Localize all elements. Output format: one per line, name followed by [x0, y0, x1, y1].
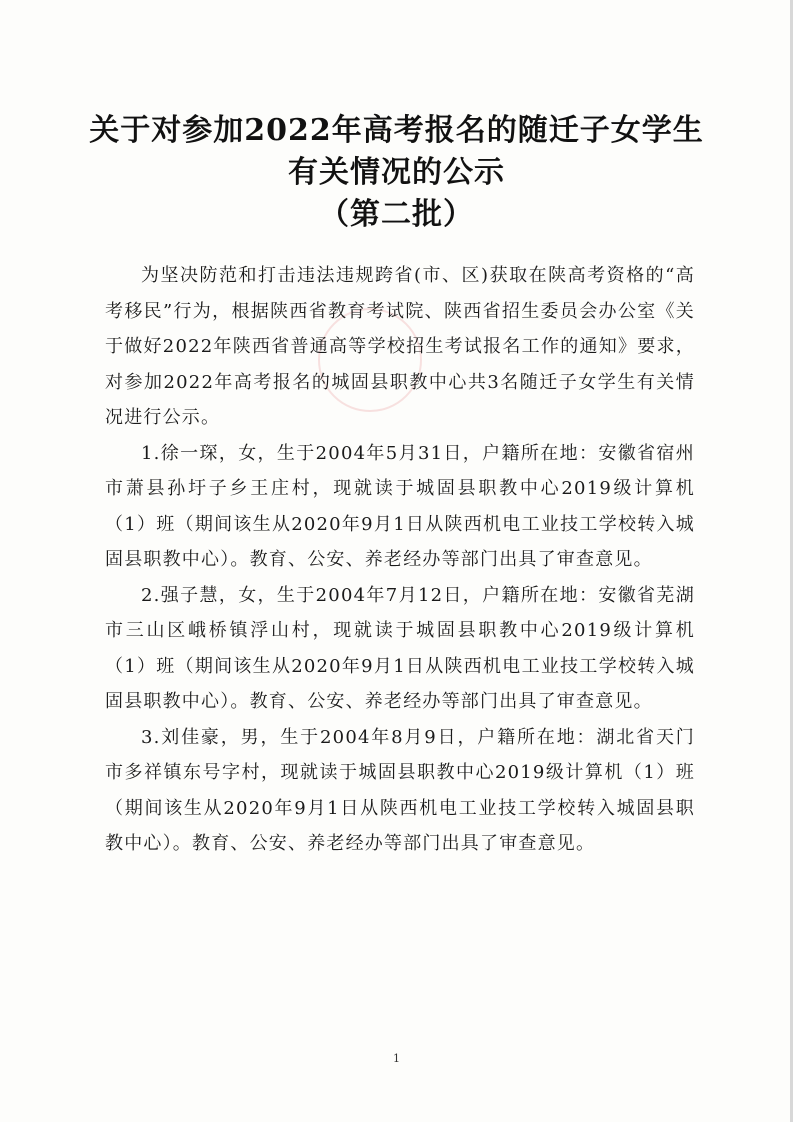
title-line-3: （第二批）	[319, 197, 474, 232]
title-line-2: 有关情况的公示	[288, 155, 505, 190]
student-paragraph-2: 2.强子慧，女，生于2004年7月12日，户籍所在地：安徽省芜湖市三山区峨桥镇浮山村，现就读于城固县职教中心2019级计算机（1）班（期间该生从2020年9月1日从陕西机电工业技工学校转入城固县职教中心）。教育、公安、养老经办等部门出具了审查意见。	[105, 584, 695, 712]
document-body	[105, 258, 695, 862]
document-title	[0, 110, 793, 236]
student-paragraph-1: 1.徐一琛，女，生于2004年5月31日，户籍所在地：安徽省宿州市萧县孙圩子乡王庄村，现就读于城固县职教中心2019级计算机（1）班（期间该生从2020年9月1日从陕西机电工业技工学校转入城固县职教中心）。教育、公安、养老经办等部门出具了审查意见。	[105, 442, 695, 570]
page-number: 1	[393, 1052, 400, 1065]
student-paragraph-3: 3.刘佳豪，男，生于2004年8月9日，户籍所在地：湖北省天门市多祥镇东号字村，现就读于城固县职教中心2019级计算机（1）班（期间该生从2020年9月1日从陕西机电工业技工学校转入城固县职教中心）。教育、公安、养老经办等部门出具了审查意见。	[105, 726, 695, 854]
intro-paragraph: 为坚决防范和打击违法违规跨省(市、区)获取在陕高考资格的“高考移民”行为，根据陕西省教育考试院、陕西省招生委员会办公室《关于做好2022年陕西省普通高等学校招生考试报名工作的通知》要求，对参加2022年高考报名的城固县职教中心共3名随迁子女学生有关情况进行公示。	[105, 265, 695, 428]
title-line-1: 关于对参加2022年高考报名的随迁子女学生	[89, 113, 704, 148]
